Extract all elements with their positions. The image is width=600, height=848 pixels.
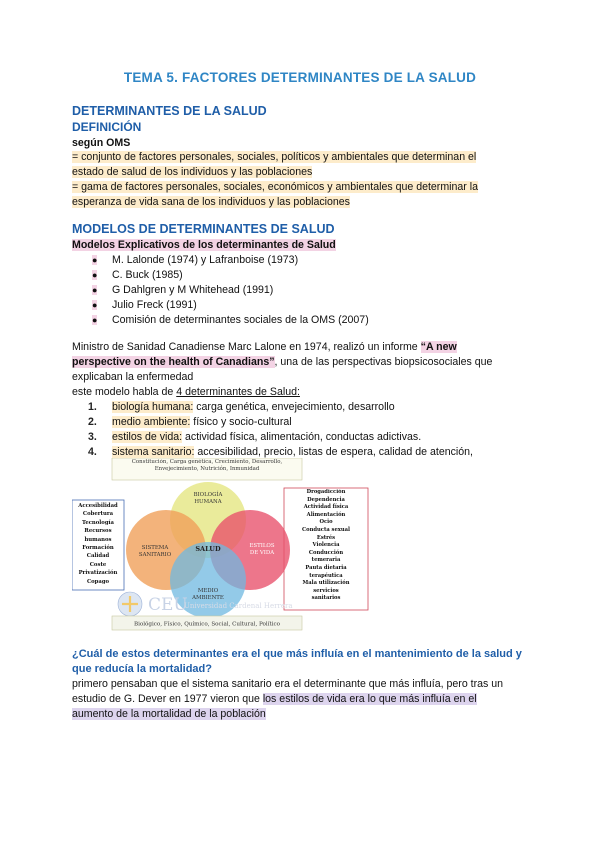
- paragraph-line: Ministro de Sanidad Canadiense Marc Lalone en 1974, realizó un informe “A new: [72, 341, 457, 353]
- list-item: ● M. Lalonde (1974) y Lafranboise (1973): [92, 254, 299, 266]
- section-heading-determinantes: DETERMINANTES DE LA SALUD: [72, 104, 267, 118]
- lalonde-model-diagram: [72, 458, 372, 636]
- label-estilos-de-vida: ESTILOS DE VIDA: [249, 543, 275, 556]
- list-item: ● Julio Freck (1991): [92, 299, 197, 311]
- paragraph-line: explicaban la enfermedad: [72, 371, 194, 383]
- right-box-list: Drogadicción Dependencia Actividad física Alimentación Ocio Conducta sexual Estrés Violencia Conducción temeraria Pauta dietaria terapéutica Mala utilización servicios sanitarios: [302, 489, 350, 602]
- answer-line: aumento de la mortalidad de la población: [72, 708, 266, 720]
- source-label: según OMS: [72, 137, 131, 149]
- label-medio-ambiente: MEDIO AMBIENTE: [192, 588, 224, 601]
- list-item: 1. biología humana: carga genética, envejecimiento, desarrollo: [88, 401, 395, 413]
- bullet-icon: ●: [92, 255, 98, 265]
- definition-1-line-2: estado de salud de los individuos y las poblaciones: [72, 166, 313, 178]
- models-list: [92, 253, 369, 328]
- bullet-icon: ●: [92, 315, 98, 325]
- label-salud: SALUD: [195, 545, 221, 553]
- list-item: ● Comisión de determinantes sociales de la OMS (2007): [92, 314, 369, 326]
- answer-line: primero pensaban que el sistema sanitario era el determinante que más influía, pero tras un: [72, 678, 504, 690]
- list-item: ● C. Buck (1985): [92, 269, 183, 281]
- list-item: 3. estilos de vida: actividad física, alimentación, conductas adictivas.: [88, 431, 422, 443]
- page-title: TEMA 5. FACTORES DETERMINANTES DE LA SALUD: [123, 70, 477, 85]
- list-item: 4. sistema sanitario: accesibilidad, precio, listas de espera, calidad de atención,: [88, 446, 473, 458]
- label-sistema-sanitario: SISTEMA SANITARIO: [138, 545, 172, 558]
- answer-line: estudio de G. Dever en 1977 vieron que los estilos de vida era lo que más influía en el: [72, 693, 477, 705]
- list-item: 2. medio ambiente: físico y socio-cultural: [88, 416, 292, 428]
- paragraph-line: este modelo habla de 4 determinantes de Salud:: [72, 386, 300, 398]
- definition-2-line-2: esperanza de vida sana de los individuos y las poblaciones: [72, 196, 350, 208]
- paragraph-line: perspective on the health of Canadians”, una de las perspectivas biopsicosociales que: [72, 356, 493, 368]
- subheading-modelos-explicativos: Modelos Explicativos de los determinantes de Salud: [72, 239, 336, 251]
- top-box-text: Constitución, Carga genética, Crecimiento, Desarrollo, Envejecimiento, Nutrición, Inmunidad: [131, 459, 283, 472]
- bottom-box-text: Biológico, Físico, Químico, Social, Cultural, Político: [133, 621, 281, 628]
- left-box-list: Accesibilidad Cobertura Tecnología Recursos humanos Formación Calidad Coste Privatización Copago: [78, 503, 118, 585]
- list-item: ● G Dahlgren y M Whitehead (1991): [92, 284, 274, 296]
- question-heading: ¿Cuál de estos determinantes era el que más influía en el mantenimiento de la salud y que reducía la mortalidad?: [72, 648, 522, 675]
- watermark-text: CEU: [148, 595, 188, 615]
- bullet-icon: ●: [92, 270, 98, 280]
- definition-2-line-1: = gama de factores personales, sociales, económicos y ambientales que determinar la: [72, 181, 479, 193]
- bullet-icon: ●: [92, 300, 98, 310]
- label-biologia: BIOLOGÍA HUMANA: [193, 492, 223, 505]
- definition-1-line-1: = conjunto de factores personales, sociales, políticos y ambientales que determinan el: [72, 151, 477, 163]
- bullet-icon: ●: [92, 285, 98, 295]
- section-heading-modelos: MODELOS DE DETERMINANTES DE SALUD: [72, 222, 335, 236]
- watermark-subtext: Universidad Cardenal Herrera: [184, 602, 293, 610]
- subheading-definicion: DEFINICIÓN: [72, 120, 142, 134]
- determinants-list: [88, 400, 473, 460]
